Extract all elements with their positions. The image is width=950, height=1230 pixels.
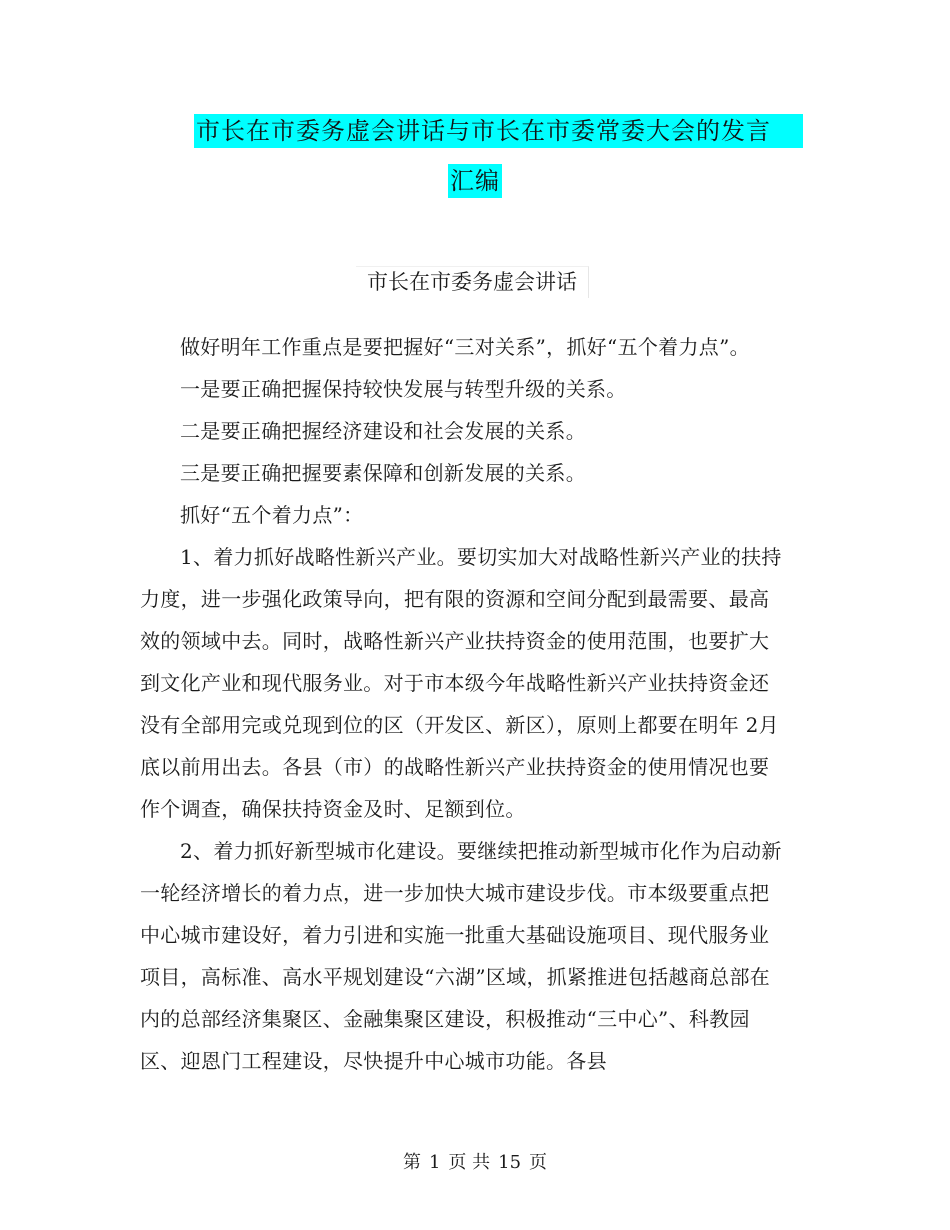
paragraph: 2、着力抓好新型城市化建设。要继续把推动新型城市化作为启动新一轮经济增长的着力点，进一步加快大城市建设步伐。市本级要重点把中心城市建设好，着力引进和实施一批重大基础设施项目、现代服务业项目，高标准、高水平规划建设“六湖”区域，抓紧推进包括越商总部在内的总部经济集聚区、金融集聚区建设，积极推动“三中心”、科教园区、迎恩门工程建设，尽快提升中心城市功能。各县 <box>140 839 782 1073</box>
paragraph: 三是要正确把握要素保障和创新发展的关系。 <box>180 461 586 485</box>
page-footer <box>0 1148 950 1178</box>
paragraph: 做好明年工作重点是要把握好“三对关系”，抓好“五个着力点”。 <box>180 335 750 359</box>
paragraph: 1、着力抓好战略性新兴产业。要切实加大对战略性新兴产业的扶持力度，进一步强化政策导向，把有限的资源和空间分配到最需要、最高效的领域中去。同时，战略性新兴产业扶持资金的使用范围，也要扩大到文化产业和现代服务业。对于市本级今年战略性新兴产业扶持资金还没有全部用完或兑现到位的区（开发区、新区），原则上都要在明年 2月底以前用出去。各县（市）的战略性新兴产业扶持资金的使用情况也要作个调查，确保扶持资金及时、足额到位。 <box>140 545 782 821</box>
footer-page-number: 1 <box>428 1152 441 1173</box>
document-title-line-1: 市长在市委务虚会讲话与市长在市委常委大会的发言 <box>194 114 803 148</box>
section-title: 市长在市委务虚会讲话 <box>356 266 589 298</box>
footer-suffix: 页 <box>529 1152 548 1173</box>
paragraph: 抓好“五个着力点”： <box>180 503 364 527</box>
document-body <box>140 326 782 1082</box>
paragraph: 一是要正确把握保持较快发展与转型升级的关系。 <box>180 377 627 401</box>
footer-prefix: 第 <box>402 1152 421 1173</box>
footer-total-pages: 15 <box>498 1152 522 1173</box>
document-title-line-2: 汇编 <box>448 164 502 198</box>
footer-middle: 页 共 <box>448 1152 491 1173</box>
paragraph: 二是要正确把握经济建设和社会发展的关系。 <box>180 419 586 443</box>
